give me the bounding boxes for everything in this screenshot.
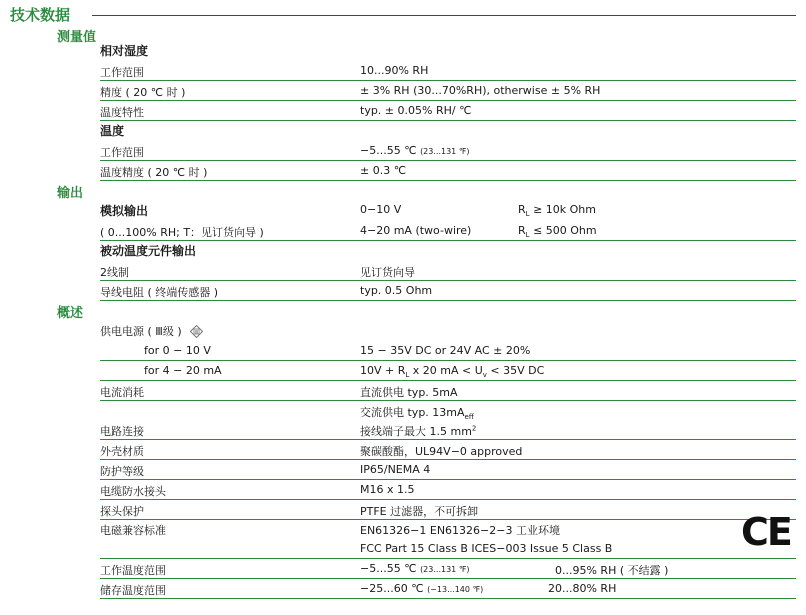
page-title: 技术数据 [10,6,71,24]
gland-label: 电缆防水接头 [100,485,166,498]
gland-value: M16 x 1.5 [360,483,415,496]
connection-label: 电路连接 [100,425,144,438]
rh-accuracy-label: 精度 ( 20 ℃ 时 ) [100,86,186,99]
rh-range-value: 10...90% RH [360,64,429,77]
title-rule [92,15,796,16]
current-label: 电流消耗 [100,386,144,399]
current-ac-value: 交流供电 typ. $13mA_{eff}$ [360,406,474,422]
emc-value-1: EN61326−1 EN61326−2−3 工业环境 [360,524,560,537]
passive-resistance-label: 导线电阻 ( 终端传感器 ) [100,286,219,299]
section-output: 输出 [57,186,84,201]
emc-row [100,519,796,539]
rh-tempdep-label: 温度特性 [100,106,144,119]
ce-mark-logo [741,512,793,550]
current-dc-row [100,381,796,401]
probe-value: PTFE 过滤器，不可拆卸 [360,505,479,518]
passive-resistance-value: typ. 0.5 Ohm [360,284,433,297]
optemp-row [100,559,796,579]
housing-label: 外壳材质 [100,445,144,458]
optemp-rh: 0...95% RH ( 不结露 ) [555,564,669,577]
current-ac-row [100,401,796,421]
analog-span-label: ( 0...100% RH; T：见订货向导 ) [100,226,264,239]
rh-range-row [100,61,796,81]
analog-heading-row [100,200,796,220]
storage-value: −25...60 ℃ (−13...140 ℉) [360,582,484,595]
power-ma-label: for 4 − 20 mA [144,364,222,377]
emc-value-2: FCC Part 15 Class B ICES−003 Issue 5 Class B [360,542,613,555]
rh-heading-row [100,40,796,60]
power-ma-value: $10V + R_L$ x 20 mA < $U_v < 35V$ DC [360,364,545,380]
temp-range-value: −5...55 ℃ (23...131 ℉) [360,144,470,157]
housing-row [100,440,796,460]
passive-heading: 被动温度元件输出 [100,244,197,258]
passive-wire-row [100,261,796,281]
rh-range-label: 工作范围 [100,66,144,79]
analog-v-load: $R_L \ge 10k$ Ohm [518,203,596,219]
protection-label: 防护等级 [100,465,144,478]
temp-heading: 温度 [100,124,125,138]
passive-wire-label: 2线制 [100,266,129,279]
rh-accuracy-row [100,81,796,101]
svg-text:Ⅲ: Ⅲ [194,330,198,336]
protection-value: IP65/NEMA 4 [360,463,431,476]
connection-row [100,420,796,440]
analog-ma-value: 4−20 mA (two-wire) [360,224,472,237]
section-general: 概述 [57,306,84,321]
power-v-value: 15 − 35V DC or 24V AC ± 20% [360,344,531,357]
analog-heading: 模拟输出 [100,204,149,218]
optemp-value: −5...55 ℃ (23...131 ℉) [360,562,470,575]
temp-range-label: 工作范围 [100,146,144,159]
gland-row [100,480,796,500]
connection-value: 接线端子最大 1.5 $mm^2$ [360,424,477,438]
temp-accuracy-row [100,161,796,181]
power-ma-row [100,361,796,381]
analog-ma-load: $R_L \le 500$ Ohm [518,224,597,240]
storage-label: 储存温度范围 [100,584,166,597]
passive-heading-row [100,240,796,260]
housing-value: 聚碳酸酯，UL94V−0 approved [360,445,523,458]
temp-accuracy-value: ± 0.3 ℃ [360,164,407,177]
passive-wire-value: 见订货向导 [360,266,415,279]
temp-heading-row [100,120,796,140]
section-measurement: 测量值 [57,30,97,45]
rh-tempdep-row [100,101,796,121]
analog-ma-row [100,221,796,241]
optemp-label: 工作温度范围 [100,564,166,577]
storage-rh: 20...80% RH [548,582,617,595]
protection-row [100,460,796,480]
power-label: 供电电源 ( Ⅲ级 ) Ⅲ [100,323,203,339]
probe-label: 探头保护 [100,505,144,518]
temp-range-row [100,141,796,161]
probe-row [100,500,796,520]
analog-v-value: 0−10 V [360,203,402,216]
current-dc-value: 直流供电 typ. 5mA [360,386,458,399]
power-row [100,320,796,340]
emc-row-2 [100,539,796,559]
storage-row [100,579,796,599]
temp-accuracy-label: 温度精度 ( 20 ℃ 时 ) [100,166,208,179]
rh-tempdep-value: typ. ± 0.05% RH/ ℃ [360,104,472,117]
power-v-label: for 0 − 10 V [144,344,211,357]
emc-label: 电磁兼容标准 [100,524,166,537]
power-v-row [100,341,796,361]
rh-accuracy-value: ± 3% RH (30...70%RH), otherwise ± 5% RH [360,84,601,97]
rh-heading: 相对湿度 [100,44,149,58]
protection-class-icon [190,325,203,338]
passive-resistance-row [100,281,796,301]
svg-text:CE: CE [741,512,791,550]
